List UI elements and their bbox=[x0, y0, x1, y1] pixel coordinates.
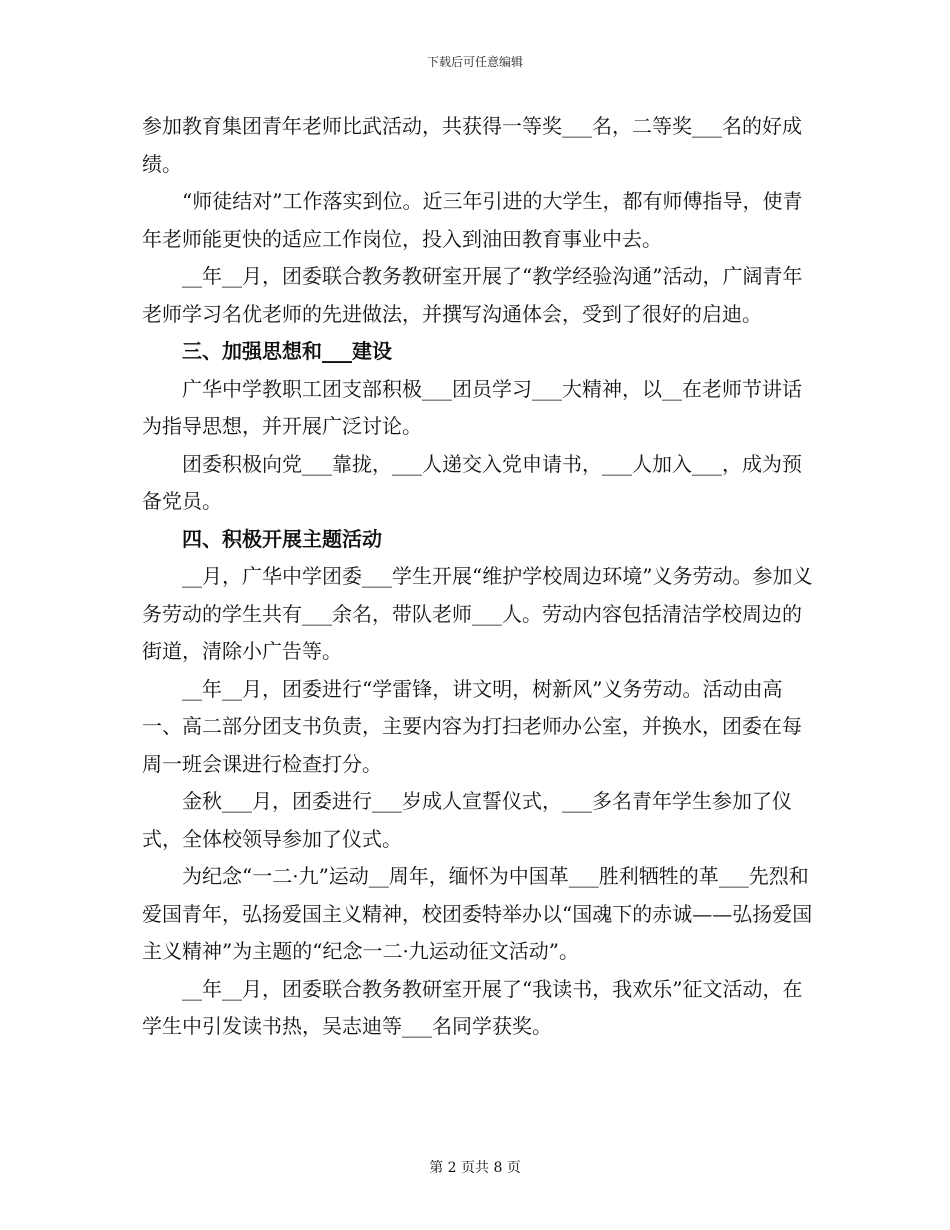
paragraph-5: 团委积极向党___靠拢，___人递交入党申请书，___人加入___，成为预备党员。 bbox=[142, 451, 802, 513]
section-heading-3: 三、加强思想和___建设 bbox=[182, 339, 392, 363]
paragraph-7: __年__月，团委进行“学雷锋，讲文明，树新风”义务劳动。活动由高一、高二部分团支书负责，主要内容为打扫老师办公室，并换水，团委在每周一班会课进行检查打分。 bbox=[142, 676, 802, 776]
paragraph-2: “师徒结对”工作落实到位。近三年引进的大学生，都有师傅指导，使青年老师能更快的适应工作岗位，投入到油田教育事业中去。 bbox=[142, 189, 803, 251]
paragraph-1: 参加教育集团青年老师比武活动，共获得一等奖___名，二等奖___名的好成绩。 bbox=[142, 114, 802, 176]
paragraph-4: 广华中学教职工团支部积极___团员学习___大精神，以__在老师节讲话为指导思想，并开展广泛讨论。 bbox=[142, 376, 802, 438]
paragraph-10: __年__月，团委联合教务教研室开展了“我读书，我欢乐”征文活动，在学生中引发读书热，吴志迪等___名同学获奖。 bbox=[142, 976, 803, 1038]
paragraph-3: __年__月，团委联合教务教研室开展了“教学经验沟通”活动，广阔青年老师学习名优老师的先进做法，并撰写沟通体会，受到了很好的启迪。 bbox=[142, 264, 803, 326]
document-body bbox=[142, 108, 814, 1046]
section-heading-4: 四、积极开展主题活动 bbox=[182, 526, 382, 551]
paragraph-9: 为纪念“一二·九”运动__周年，缅怀为中国革___胜利牺牲的革___先烈和爱国青年，弘扬爱国主义精神，校团委特举办以“国魂下的赤诚——弘扬爱国主义精神”为主题的“纪念一二·九运动征文活动”。 bbox=[142, 864, 813, 963]
paragraph-6: __月，广华中学团委___学生开展“维护学校周边环境”义务劳动。参加义务劳动的学生共有___余名，带队老师___人。劳动内容包括清洁学校周边的街道，清除小广告等。 bbox=[142, 564, 813, 663]
page-number-footer: 第 2 页共 8 页 bbox=[429, 1160, 521, 1176]
page-header-note: 下载后可任意编辑 bbox=[426, 55, 523, 69]
paragraph-8: 金秋___月，团委进行___岁成人宣誓仪式，___多名青年学生参加了仪式，全体校领导参加了仪式。 bbox=[142, 789, 792, 851]
